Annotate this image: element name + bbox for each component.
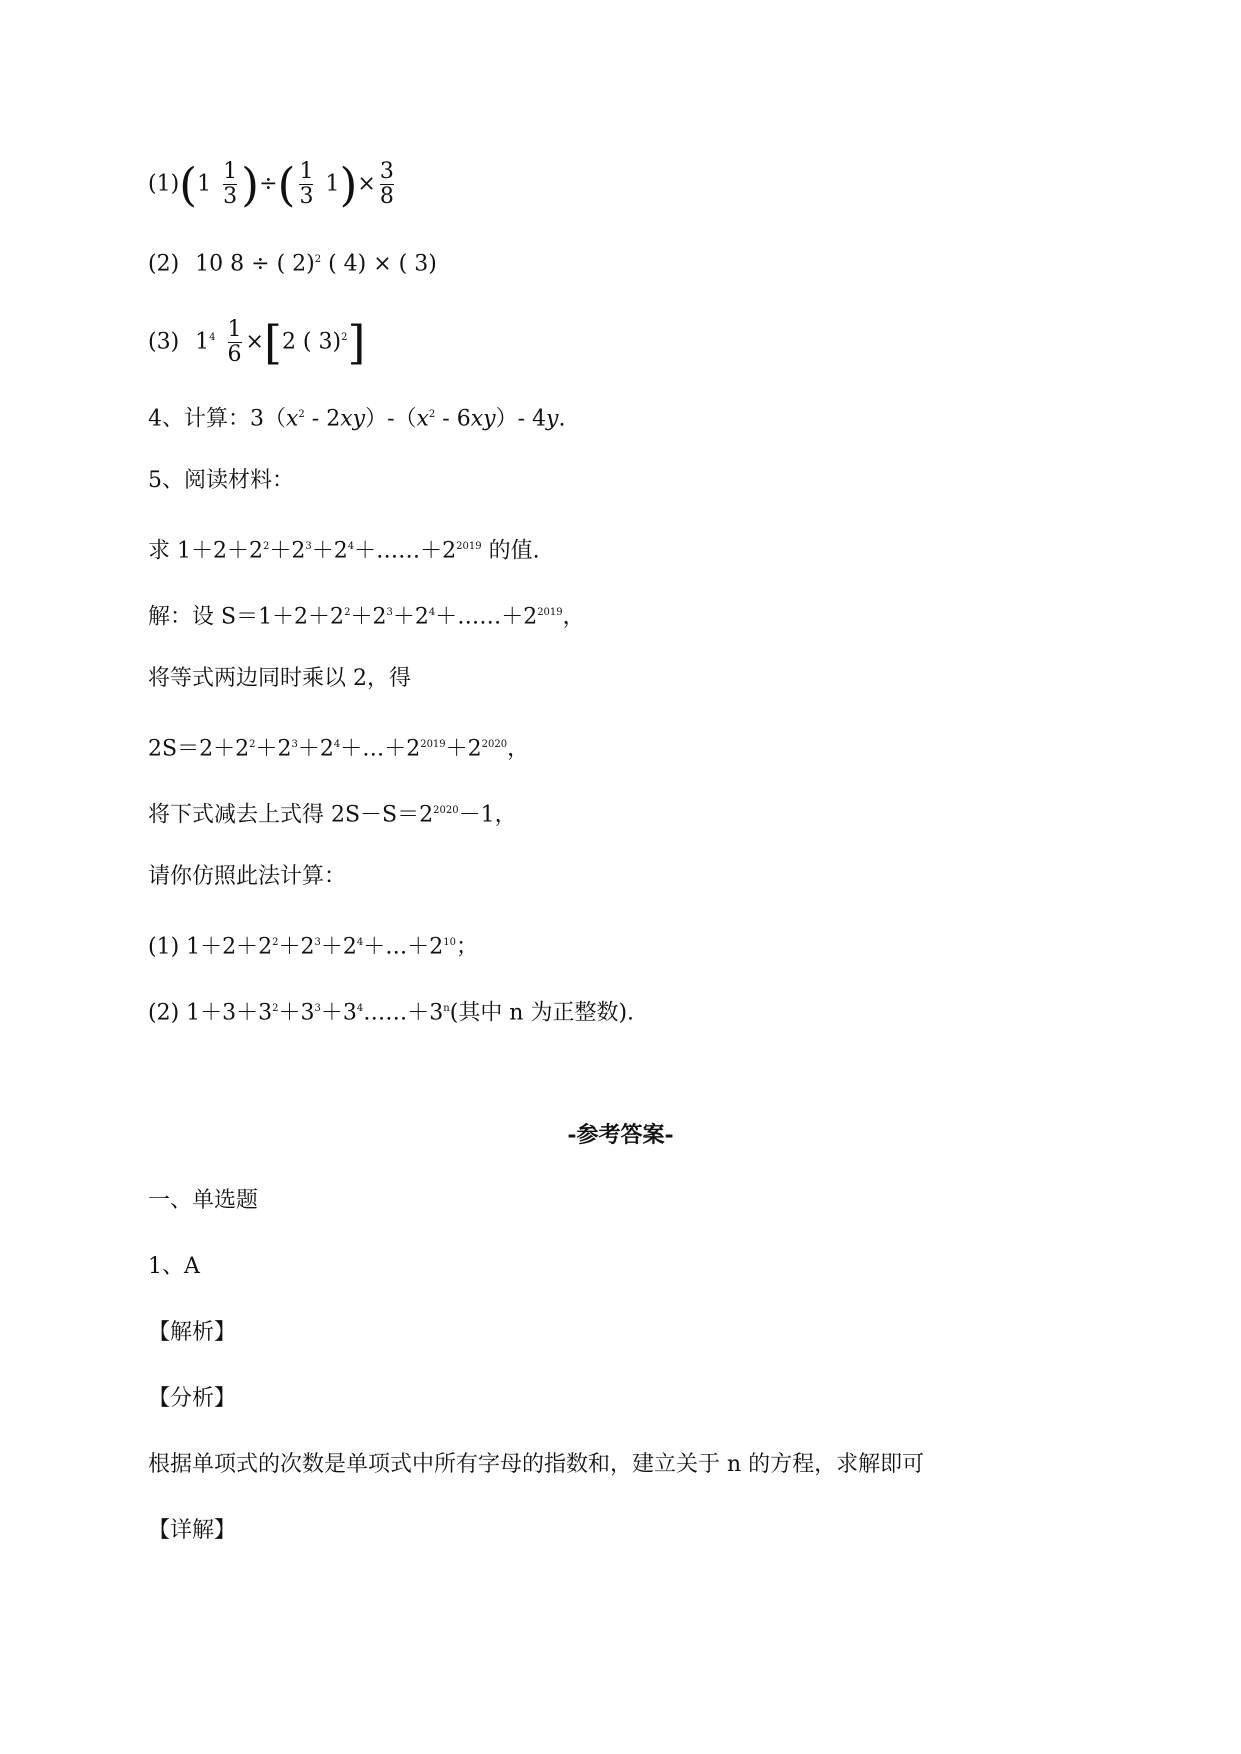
fenxi-label: 【分析】 [148, 1386, 237, 1411]
jiexi-label: 【解析】 [148, 1320, 237, 1345]
expression: 2 ( 3) [281, 329, 342, 355]
fraction: $\frac{1}{3}$ [299, 159, 314, 209]
question-5-title: 5、阅读材料： [148, 468, 294, 493]
expression: ( 4) × ( 3) [321, 251, 437, 277]
xiangjie-label: 【详解】 [148, 1518, 237, 1543]
fraction: $\frac{1}{6}$ [227, 317, 242, 367]
question-4: 4、计算：$3(x^2 - 2xy)-(x^2 - 6xy)-$ 4y. [148, 406, 566, 432]
analysis-text: 根据单项式的次数是单项式中所有字母的指数和，建立关于 n 的方程，求解即可 [148, 1452, 925, 1477]
material-line-6: 请你仿照此法计算： [148, 864, 347, 889]
operator: × [357, 171, 376, 197]
answers-heading: -参考答案- [567, 1122, 674, 1148]
material-line-5: 将下式减去上式得 $2S-S=2^{2020}-1$， [148, 802, 517, 828]
material-line-3: 将等式两边同时乘以 2，得 [148, 666, 411, 691]
sub-question-3: (3) $1^4$ $\frac{1}{6}$ ×[2 ( 3)$^2$] [148, 315, 366, 370]
term: 1 [325, 171, 340, 197]
material-line-8: (2) $1+3+3^2+3^3+3^4\dots\dots+3^n$(其中 n 为正整数). [148, 1000, 635, 1026]
operator: ÷ [259, 171, 278, 197]
term: 1 [197, 171, 212, 197]
section-title: 一、单选题 [148, 1188, 259, 1213]
fraction: $\frac{3}{8}$ [379, 159, 394, 209]
fraction: $\frac{1}{3}$ [223, 159, 238, 209]
sub-question-label: (3) [148, 329, 180, 355]
sub-question-1: (1)(1 $\frac{1}{3}$ )÷( $\frac{1}{3}$ 1)× $\frac{3}{8}$ [148, 157, 394, 212]
answer-item-1: 1、A [148, 1254, 200, 1279]
term: 1 [195, 329, 210, 355]
material-line-2: 解：设 $S=1+2+2^2+2^3+2^4+\dots\dots+2^{2019}$， [148, 604, 585, 630]
expression: 10 8 ÷ ( 2) [195, 251, 315, 277]
material-line-7: (1) $1+2+2^2+2^3+2^4+\dots+2^{10}$； [148, 934, 479, 960]
sub-question-2: (2) 10 8 ÷ ( 2)$^2$ ( 4) × ( 3) [148, 251, 437, 277]
operator: × [245, 329, 264, 355]
sub-question-label: (2) [148, 251, 180, 277]
sub-question-label: (1) [148, 171, 180, 197]
material-line-1: 求 $1+2+2^2+2^3+2^4+\dots\dots+2^{2019}$ 的值. [148, 538, 540, 564]
material-line-4: $2S=2+2^2+2^3+2^4+\dots+2^{2019}+2^{2020}$， [148, 736, 530, 762]
